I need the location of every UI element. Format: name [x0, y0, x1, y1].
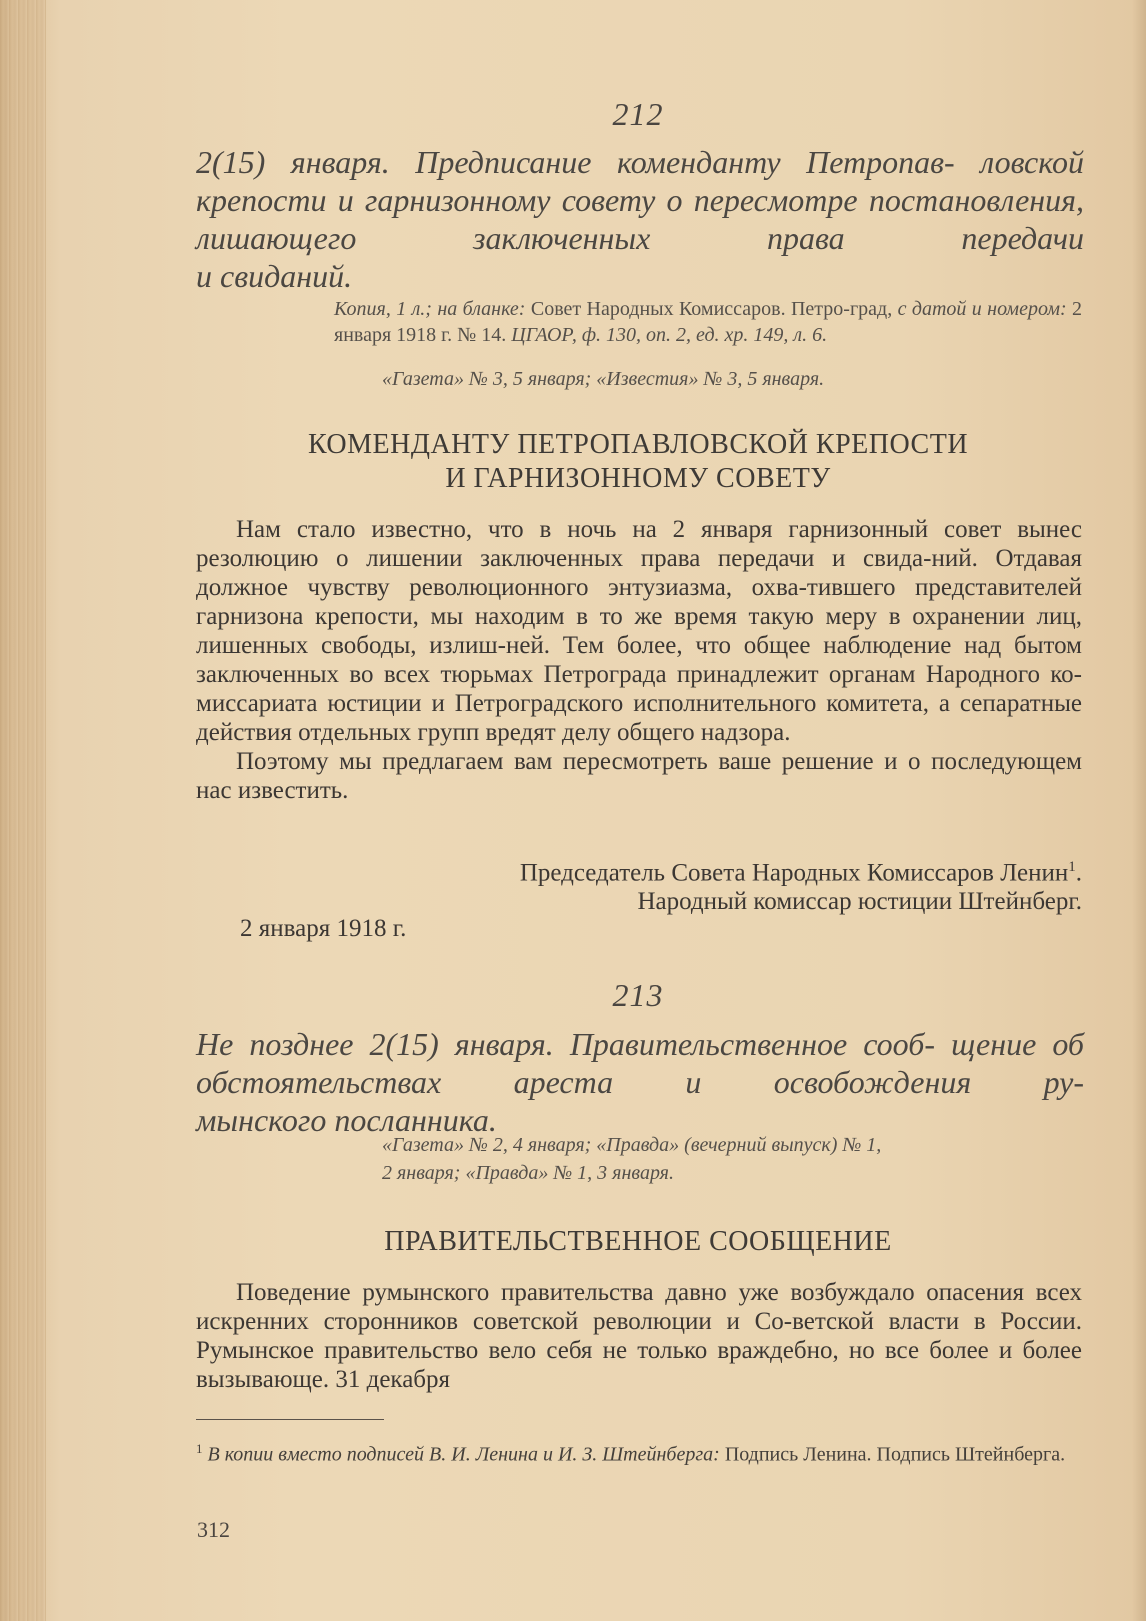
- body-paragraph: Нам стало известно, что в ночь на 2 января гарнизонный совет вынес резолюцию о лишении заключенных права передачи и свида-ний. Отдавая должное чувству революционного энтузиазма, охва-тившего представителей гарнизона крепости, мы находим в то же время такую меру в охранении лиц, лишенных свободы, излиш-ней. Тем более, что общее наблюдение над бытом заключенных во всех тюрьмах Петрограда принадлежит органам Народного ко-миссариата юстиции и Петроградского исполнительного комитета, а сепаратные действия отдельных групп вредят делу общего надзора.: [196, 516, 1082, 746]
- body-paragraph: Поэтому мы предлагаем вам пересмотреть ваше решение и о последующем нас известить.: [196, 748, 1082, 804]
- source-part: 2 января 1918 г. № 14.: [334, 298, 1083, 346]
- heading-line: КОМЕНДАНТУ ПЕТРОПАВЛОВСКОЙ КРЕПОСТИ: [307, 429, 969, 460]
- document-date: 2 января 1918 г.: [240, 915, 407, 942]
- source-part: Совет Народных Комиссаров. Петро-град,: [525, 298, 893, 320]
- footnote-marker: 1: [196, 1441, 203, 1456]
- title-line: постановления, лишающего заключенных права передачи: [196, 182, 1085, 256]
- title-line-last: и свиданий.: [196, 258, 353, 294]
- title-line: Не позднее 2(15) января. Правительственное сооб-: [196, 1026, 935, 1062]
- publication-source: «Газета» № 3, 5 января; «Известия» № 3, 5 января.: [382, 368, 825, 390]
- archival-source: [334, 296, 1082, 348]
- signature-lenin: [520, 852, 1082, 888]
- page-edge: [1132, 0, 1146, 1621]
- footnote-ref: 1: [1068, 859, 1076, 875]
- footnote-text: Подпись Ленина. Подпись Штейнберга.: [719, 1443, 1066, 1466]
- signature-text: Председатель Совета Народных Комиссаров Ленин: [519, 859, 1069, 887]
- source-part: с датой и номером:: [892, 298, 1067, 320]
- title-line: щение об обстоятельствах ареста и освобождения ру-: [196, 1026, 1085, 1100]
- signature-period: .: [1075, 859, 1082, 887]
- title-line-last: мынского посланника.: [196, 1102, 497, 1138]
- document-heading: [196, 428, 1080, 496]
- document-body: [196, 515, 1082, 805]
- footnote-divider: [196, 1419, 384, 1420]
- publication-source: «Газета» № 2, 4 января; «Правда» (вечерний выпуск) № 1,: [382, 1134, 882, 1156]
- document-title: [196, 1025, 1084, 1139]
- document-body: [196, 1278, 1082, 1394]
- title-line: ловской крепости и гарнизонному совету о пересмотре: [196, 144, 1084, 218]
- source-part: ЦГАОР, ф. 130, оп. 2, ед. хр. 149, л. 6.: [506, 324, 828, 346]
- document-heading: ПРАВИТЕЛЬСТВЕННОЕ СООБЩЕНИЕ: [384, 1226, 892, 1257]
- publication-source: 2 января; «Правда» № 1, 3 января.: [382, 1162, 674, 1184]
- footnote: [196, 1436, 1082, 1468]
- book-gutter: [0, 0, 46, 1621]
- footnote-italic: В копии вместо подписей В. И. Ленина и И. З. Штейнберга:: [202, 1443, 720, 1466]
- document-title: [196, 143, 1084, 295]
- title-line: 2(15) января. Предписание коменданту Петропав-: [196, 144, 955, 180]
- document-number: 212: [612, 96, 664, 132]
- body-paragraph: Поведение румынского правительства давно уже возбуждало опасения всех искренних сторонников советской революции и Со-ветской власти в России. Румынское правительство вело себя не только враждебно, но все более и более вызывающе. 31 декабря: [196, 1279, 1082, 1393]
- signature-steinberg: Народный комиссар юстиции Штейнберг.: [637, 888, 1082, 915]
- heading-line: И ГАРНИЗОННОМУ СОВЕТУ: [445, 463, 831, 494]
- page-number: 312: [197, 1517, 230, 1542]
- source-part: Копия, 1 л.; на бланке:: [334, 298, 526, 320]
- document-number: 213: [612, 977, 664, 1013]
